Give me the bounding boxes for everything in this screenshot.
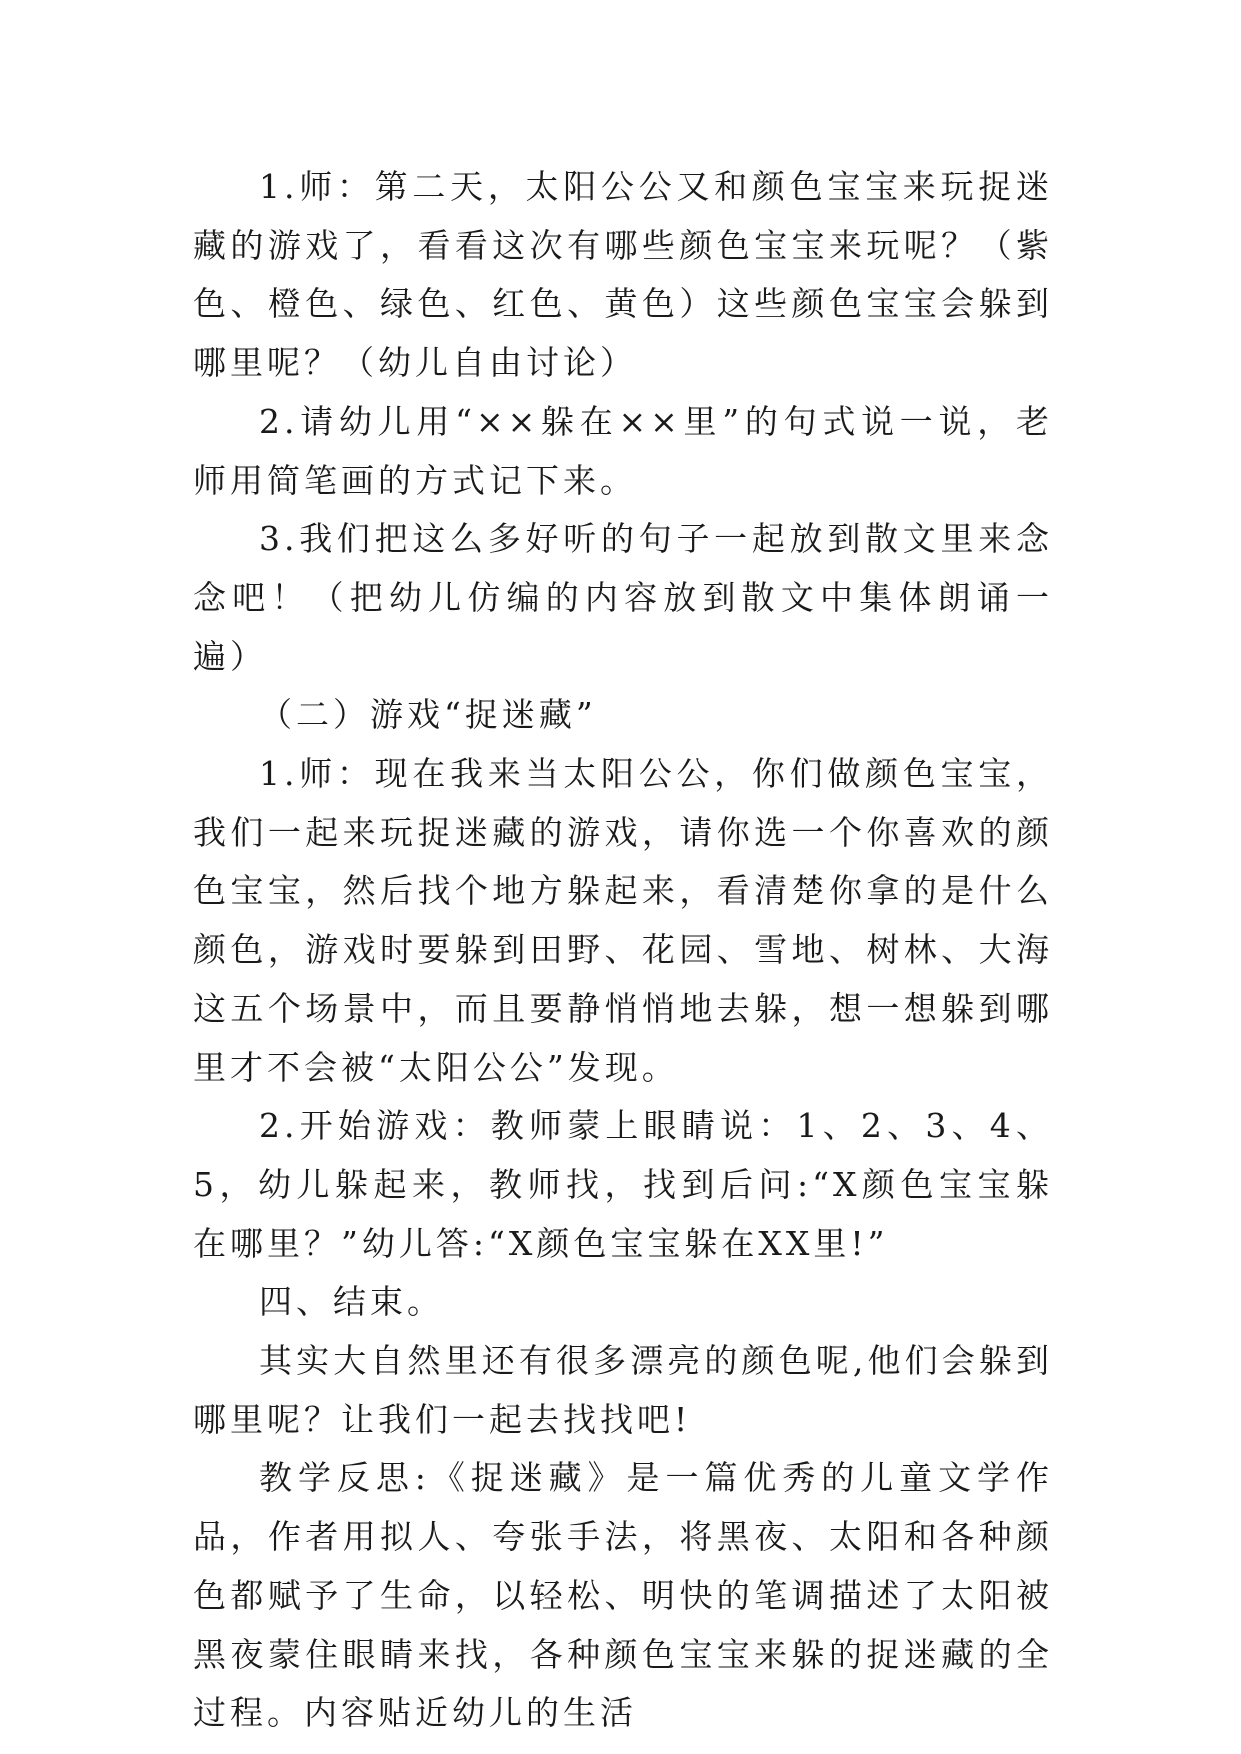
document-body (193, 158, 1053, 1743)
paragraph-step-1: 1.师：第二天，太阳公公又和颜色宝宝来玩捉迷藏的游戏了，看看这次有哪些颜色宝宝来玩呢？（紫色、橙色、绿色、红色、黄色）这些颜色宝宝会躲到哪里呢？（幼儿自由讨论） (193, 167, 1053, 383)
paragraph-game-step-2: 2.开始游戏：教师蒙上眼睛说：1、2、3、4、5，幼儿躲起来，教师找，找到后问:“X颜色宝宝躲在哪里？”幼儿答:“X颜色宝宝躲在XX里!” (193, 1106, 1053, 1263)
paragraph-ending: 其实大自然里还有很多漂亮的颜色呢,他们会躲到哪里呢？让我们一起去找找吧! (193, 1341, 1053, 1439)
paragraph-step-3: 3.我们把这么多好听的句子一起放到散文里来念念吧！（把幼儿仿编的内容放到散文中集体朗诵一遍） (193, 519, 1053, 676)
paragraph-reflection: 教学反思:《捉迷藏》是一篇优秀的儿童文学作品，作者用拟人、夸张手法，将黑夜、太阳和各种颜色都赋予了生命，以轻松、明快的笔调描述了太阳被黑夜蒙住眼睛来找，各种颜色宝宝来躲的捉迷藏的全过程。内容贴近幼儿的生活 (193, 1458, 1053, 1733)
paragraph-step-2: 2.请幼儿用“××躲在××里”的句式说一说，老师用简笔画的方式记下来。 (193, 401, 1053, 500)
section-heading-game: （二）游戏“捉迷藏” (259, 695, 597, 735)
paragraph-game-step-1: 1.师：现在我来当太阳公公，你们做颜色宝宝，我们一起来玩捉迷藏的游戏，请你选一个你喜欢的颜色宝宝，然后找个地方躲起来，看清楚你拿的是什么颜色，游戏时要躲到田野、花园、雪地、树林、大海这五个场景中，而且要静悄悄地去躲，想一想躲到哪里才不会被“太阳公公”发现。 (193, 754, 1053, 1087)
section-heading-ending: 四、结束。 (259, 1282, 444, 1322)
